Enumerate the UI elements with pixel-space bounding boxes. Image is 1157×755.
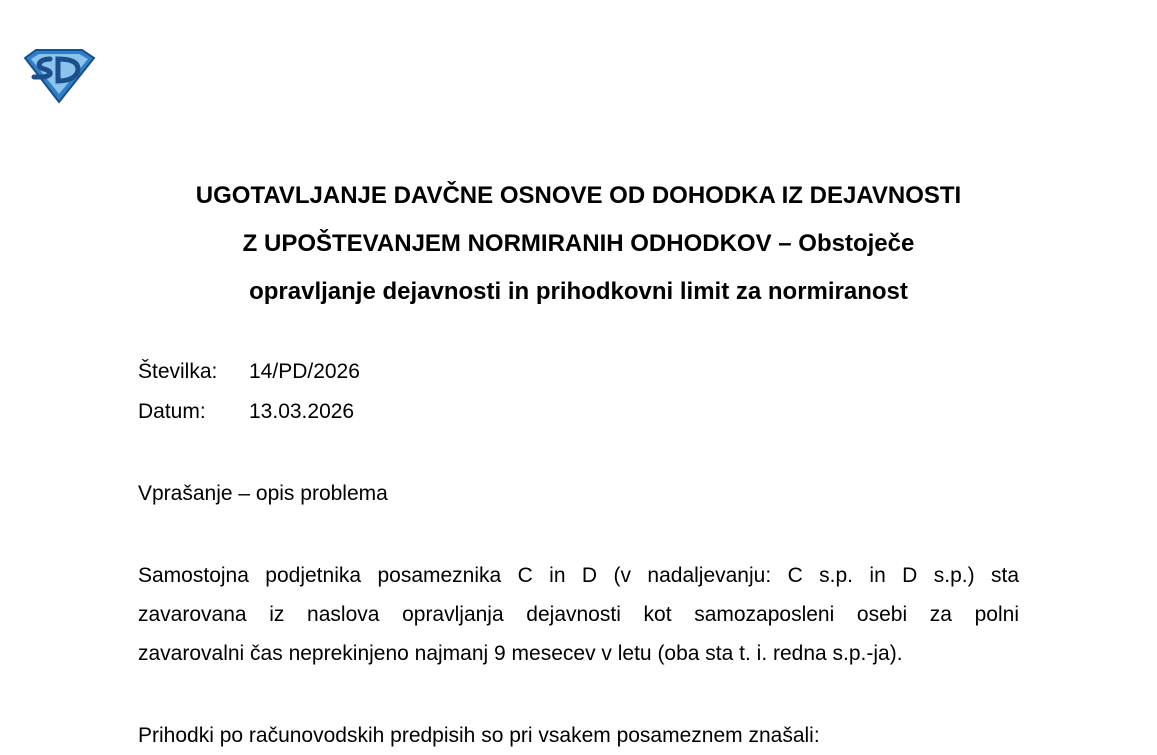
paragraph-line-2: zavarovana iz naslova opravljanja dejavnosti kot samozaposleni osebi za polni bbox=[138, 603, 1019, 626]
paragraph-line-3: zavarovalni čas neprekinjeno najmanj 9 mesecev v letu (oba sta t. i. redna s.p.-ja). bbox=[138, 642, 903, 665]
date-row bbox=[138, 396, 360, 436]
title-line-3: opravljanje dejavnosti in prihodkovni limit za normiranost bbox=[249, 278, 908, 305]
number-row bbox=[138, 356, 360, 396]
paragraph-line-1: Samostojna podjetnika posameznika C in D (v nadaljevanju: C s.p. in D s.p.) sta bbox=[138, 564, 1019, 587]
sd-shield-logo-icon bbox=[22, 48, 96, 104]
number-label: Številka: bbox=[138, 360, 218, 383]
problem-paragraph bbox=[138, 556, 1019, 673]
section-heading: Vprašanje – opis problema bbox=[138, 482, 388, 505]
date-value: 13.03.2026 bbox=[249, 400, 355, 423]
number-value: 14/PD/2026 bbox=[249, 360, 360, 383]
company-logo bbox=[22, 48, 96, 104]
date-label: Datum: bbox=[138, 400, 206, 423]
document-meta bbox=[138, 356, 360, 436]
title-line-1: UGOTAVLJANJE DAVČNE OSNOVE OD DOHODKA IZ DEJAVNOSTI bbox=[195, 182, 962, 209]
income-paragraph: Prihodki po računovodskih predpisih so pri vsakem posameznem znašali: bbox=[138, 724, 820, 747]
document-title bbox=[0, 172, 1157, 316]
title-line-2: Z UPOŠTEVANJEM NORMIRANIH ODHODKOV – Obstoječe bbox=[242, 230, 915, 257]
